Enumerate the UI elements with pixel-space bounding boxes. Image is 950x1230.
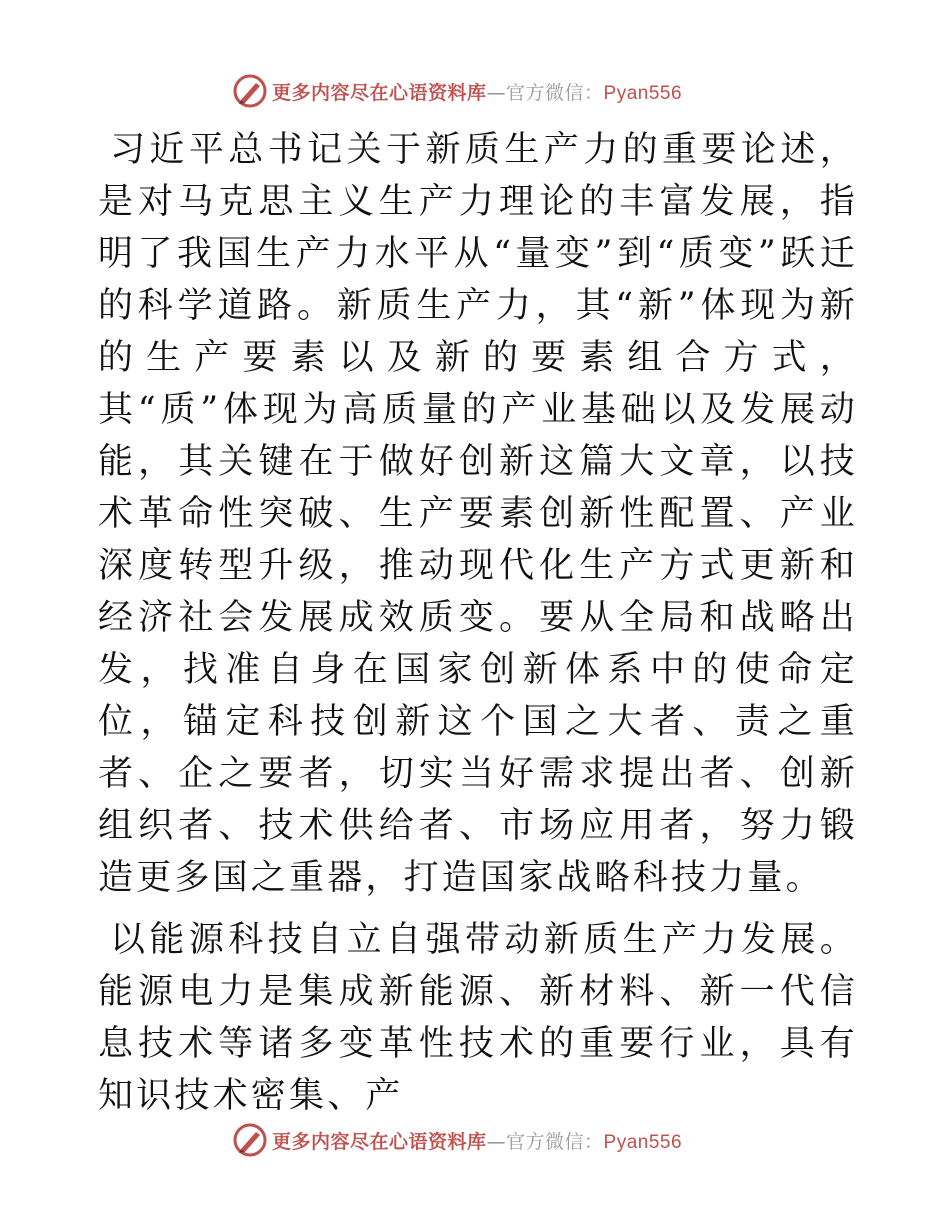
watermark-brand: 更多内容尽在心语资料库 [272, 81, 487, 104]
pen-logo-icon [232, 73, 268, 109]
footer-watermark [232, 1120, 712, 1160]
watermark-label: 官方微信： [506, 1130, 604, 1153]
pen-logo-icon [232, 1122, 268, 1158]
watermark-label: 官方微信： [506, 81, 604, 104]
watermark-brand: 更多内容尽在心语资料库 [272, 1130, 487, 1153]
watermark-account: Pyan556 [603, 82, 683, 104]
paragraph-2: 以能源科技自立自强带动新质生产力发展。能源电力是集成新能源、新材料、新一代信息技术等诸多变革性技术的重要行业，具有知识技术密集、产 [98, 920, 858, 1116]
watermark-account: Pyan556 [603, 1131, 683, 1153]
document-body [98, 124, 858, 1122]
paragraph-1: 习近平总书记关于新质生产力的重要论述，是对马克思主义生产力理论的丰富发展，指明了我国生产力水平从“量变”到“质变”跃迁的科学道路。新质生产力，其“新”体现为新的生产要素以及新的要素组合方式，其“质”体现为高质量的产业基础以及发展动能，其关键在于做好创新这篇大文章，以技术革命性突破、生产要素创新性配置、产业深度转型升级，推动现代化生产方式更新和经济社会发展成效质变。要从全局和战略出发，找准自身在国家创新体系中的使命定位，锚定科技创新这个国之大者、责之重者、企之要者，切实当好需求提出者、创新组织者、技术供给者、市场应用者，努力锻造更多国之重器，打造国家战略科技力量。 [98, 130, 858, 898]
watermark-separator: — [486, 81, 507, 104]
watermark-separator: — [486, 1130, 507, 1153]
header-watermark [232, 71, 712, 111]
